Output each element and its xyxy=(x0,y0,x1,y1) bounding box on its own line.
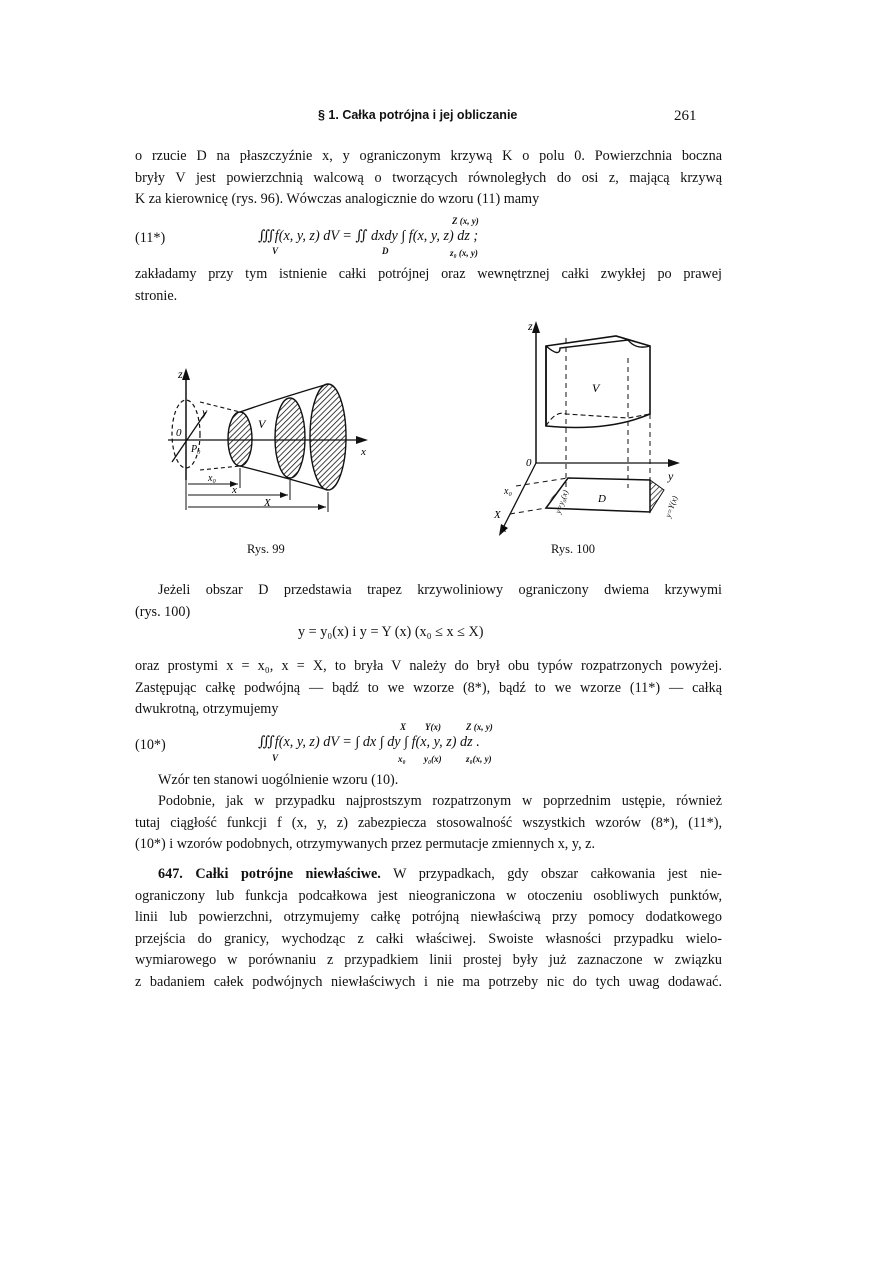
section-647 xyxy=(135,864,722,993)
section-647-first-line xyxy=(135,864,722,886)
eq11-sub-D: D xyxy=(382,246,389,256)
text-line: wymiarowego w porównaniu z przypadkiem linii prostej były już zaznaczone w związku xyxy=(135,952,722,968)
fig100-label-origin: 0 xyxy=(526,457,532,469)
paragraph-1 xyxy=(135,146,722,211)
fig99-label-X: X xyxy=(264,497,271,509)
equation-curves: y = y₀(x) i y = Y (x) (x₀ ≤ x ≤ X) xyxy=(298,624,484,640)
fig99-label-p: P₀ xyxy=(191,444,201,455)
fig100-label-z: z xyxy=(528,319,533,333)
text-line: tutaj ciągłość funkcji f (x, y, z) zabezpiecza stosowalność wszystkich wzorów (8*), (11*), xyxy=(135,814,722,831)
fig99-label-z: z xyxy=(178,367,183,381)
paragraph-3 xyxy=(135,580,722,623)
text-line: Zastępując całkę podwójną — bądź to we wzorze (8*), bądź to we wzorze (11*) — całką xyxy=(135,679,722,696)
text-line: ograniczony lub funkcja podcałkowa jest nieograniczona w otoczeniu osobliwych punktów, xyxy=(135,887,722,904)
fig100-label-y0: y=y₀(x) xyxy=(553,488,571,515)
fig100-label-d: D xyxy=(598,493,606,505)
text-line: zakładamy przy tym istnienie całki potrójnej oraz wewnętrznej całki zwykłej po prawej xyxy=(135,266,722,282)
eq11-lower-limit: z₀ (x, y) xyxy=(450,248,478,258)
eq11-sub-V: V xyxy=(272,246,279,256)
eq10-upper-3: Z (x, y) xyxy=(466,722,493,732)
text-line: (10*) i wzorów podobnych, otrzymywanych przez permutacje zmiennych x, y, z. xyxy=(135,836,596,852)
fig100-label-X: X xyxy=(494,509,501,521)
text-line: oraz prostymi x = x₀, x = X, to bryła V należy do brył obu typów rozpatrzonych powyżej. xyxy=(135,658,722,674)
fig100-label-v: V xyxy=(592,381,600,395)
page-number: 261 xyxy=(674,108,697,124)
paragraph-6 xyxy=(135,791,722,856)
paragraph-2 xyxy=(135,264,722,307)
fig99-label-x-axis: x xyxy=(361,446,366,458)
text-line: stronie. xyxy=(135,287,178,304)
section-title: Całki potrójne niewłaściwe. xyxy=(195,866,381,882)
fig100-label-y: y xyxy=(668,469,674,483)
text-line: K za kierownicę (rys. 96). Wówczas analogicznie do wzoru (11) mamy xyxy=(135,191,540,207)
text-line: linii lub powierzchni, otrzymujemy całkę potrójną niewłaściwą przy pomocy dodatkowego xyxy=(135,909,722,925)
fig99-label-origin: 0 xyxy=(176,427,182,439)
figure-99-caption: Rys. 99 xyxy=(247,542,285,556)
text-line: Wzór ten stanowi uogólnienie wzoru (10). xyxy=(158,772,399,788)
text-line: Podobnie, jak w przypadku najprostszym rozpatrzonym w poprzednim ustępie, również xyxy=(158,793,722,809)
figure-100-caption: Rys. 100 xyxy=(551,542,595,556)
fig100-label-Y: y=Y(x) xyxy=(663,494,680,519)
running-header-title: § 1. Całka potrójna i jej obliczanie xyxy=(318,108,518,122)
paragraph-4 xyxy=(135,656,722,721)
equation-11: ∭f(x, y, z) dV = ∬ dxdy ∫ f(x, y, z) dz ; xyxy=(258,228,479,244)
equation-10: ∭f(x, y, z) dV = ∫ dx ∫ dy ∫ f(x, y, z) dz . xyxy=(258,734,480,750)
text-line: przejścia do granicy, wychodząc z całki właściwej. Swoiste własności przypadku wielo- xyxy=(135,930,722,947)
eq10-lower-3: z₀(x, y) xyxy=(466,754,492,764)
paragraph-5 xyxy=(135,770,722,792)
figure-99 xyxy=(160,360,380,530)
section-number: 647. xyxy=(158,866,183,882)
eq10-lower-1: x₀ xyxy=(398,754,406,764)
eq10-upper-2: Y(x) xyxy=(425,722,441,732)
figure-100 xyxy=(488,318,688,538)
fig99-label-x0: x₀ xyxy=(208,473,216,484)
fig99-label-v: V xyxy=(258,417,266,431)
fig100-label-x0: x₀ xyxy=(504,486,512,497)
text-line: dwukrotną, otrzymujemy xyxy=(135,701,279,717)
fig99-label-y: y xyxy=(202,405,208,419)
text-line: (rys. 100) xyxy=(135,603,191,620)
eq10-upper-1: X xyxy=(400,722,407,732)
fig100-label-x: x xyxy=(502,524,507,535)
text-line: o rzucie D na płaszczyźnie x, y ograniczonym krzywą K o polu 0. Powierzchnia boczna xyxy=(135,148,722,164)
eq11-upper-limit: Z (x, y) xyxy=(452,216,479,226)
text-line: z badaniem całek podwójnych niewłaściwych i nie ma potrzeby nic do tych uwag dodawać. xyxy=(135,973,722,990)
eq10-sub-V: V xyxy=(272,753,279,763)
fig99-label-x: x xyxy=(232,484,237,496)
equation-label-11: (11*) xyxy=(135,230,166,246)
text-line: W przypadkach, gdy obszar całkowania jest nie- xyxy=(393,866,723,882)
text-line: Jeżeli obszar D przedstawia trapez krzywoliniowy ograniczony dwiema krzywymi xyxy=(158,582,722,598)
equation-label-10: (10*) xyxy=(135,737,166,753)
eq10-lower-2: y₀(x) xyxy=(424,754,442,764)
text-line: bryły V jest powierzchnią walcową o tworzących równoległych do osi z, mającą krzywą xyxy=(135,169,722,186)
